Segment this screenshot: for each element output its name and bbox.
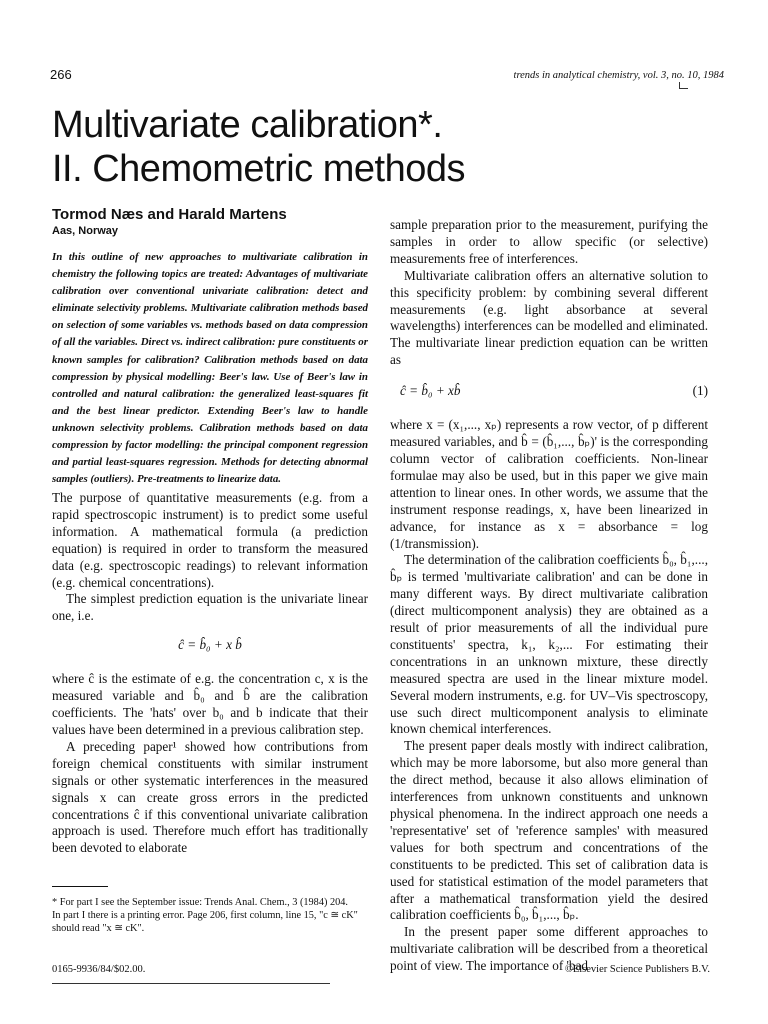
footnote: In part I there is a printing error. Page 206, first column, line 15, "c ≅ cK" should read "x ≅ cK". <box>52 910 358 934</box>
paragraph: A preceding paper¹ showed how contributions from foreign chemical constituents with similar instrument signals or other systematic interferences in the measured signals x can create gross errors in the predicted concentrations ĉ if this conventional univariate calibration approach is used. Therefore much effort has traditionally been devoted to elaborate <box>52 738 368 856</box>
footnotes <box>52 896 368 935</box>
journal-header: trends in analytical chemistry, vol. 3, no. 10, 1984 <box>513 70 724 81</box>
page-number: 266 <box>50 67 72 82</box>
column-right <box>390 217 708 975</box>
equation-1 <box>390 383 708 403</box>
equation-number: (1) <box>692 383 708 399</box>
paragraph: where ĉ is the estimate of e.g. the concentration c, x is the measured variable and b̂₀ and b̂ are the calibration coefficients. The 'hats' over b₀ and b indicate that their values have been determined in a previous calibration step. <box>52 671 368 737</box>
article-title <box>52 103 572 191</box>
paragraph: The present paper deals mostly with indirect calibration, which may be more laborsome, but also more general than the direct method, because it also allows elimination of interferences from unknown constituents and unknown physical phenomena. In the indirect approach one needs a 'representative' set of 'reference samples' with measured values for both spectrum and concentrations of the constituents to be predicted. This set of calibration data is used for statistical estimation of the model parameters that after a mathematical transformation yield the desired calibration coefficients b̂₀, b̂₁,..., b̂ₚ. <box>390 738 708 923</box>
corner-mark <box>679 82 688 89</box>
authors: Tormod Næs and Harald Martens <box>52 206 287 223</box>
paragraph: where x = (x₁,..., xₚ) represents a row vector, of p different measured variables, and b̂ = (b̂₁,..., b̂ₚ)' is the corresponding column vector of calibration coefficients. Non-linear formulae may also be used, but in this paper we give main attention to linear ones. In other words, we assume that the instrument response readings, x, have been linearized in advance, for instance as x = absorbance = log (1/transmission). <box>390 417 708 551</box>
column-left <box>52 490 368 857</box>
equation: ĉ = b̂₀ + x b̂ <box>178 637 242 653</box>
issn-code: 0165-9936/84/$02.00. <box>52 964 146 975</box>
paragraph: The determination of the calibration coefficients b̂₀, b̂₁,..., b̂ₚ is termed 'multivariate calibration' and can be done in many different ways. By direct multivariate calibration (direct multicomponent analysis) they are obtained as a result of prior measurements of all the individual pure constituents' spectra, k₁, k₂,... For estimating their concentrations in an unknown mixture, these directly measured spectra are used in the linear mixture model. Several modern instruments, e.g. for UV–Vis spectroscopy, use such direct multicomponent analysis to eliminate known chemical interferences. <box>390 552 708 737</box>
title-line-2: II. Chemometric methods <box>52 148 465 190</box>
title-line-1: Multivariate calibration*. <box>52 104 443 146</box>
footnote-rule <box>52 886 108 887</box>
paragraph: The simplest prediction equation is the univariate linear one, i.e. <box>52 591 368 624</box>
paragraph: sample preparation prior to the measurement, purifying the samples in order to allow specific (or selective) measurements free of interferences. <box>390 217 708 266</box>
equation-text: ĉ = b̂₀ + xb̂ <box>400 383 461 399</box>
publisher-notice: ©Elsevier Science Publishers B.V. <box>564 964 710 975</box>
affiliation: Aas, Norway <box>52 225 119 237</box>
paragraph: Multivariate calibration offers an alternative solution to this specificity problem: by combining several different measurements (e.g. light absorbance at several wavelengths) interferences can be modelled and eliminated. The multivariate linear prediction equation can be written as <box>390 267 708 368</box>
paragraph: In the present paper some different approaches to multivariate calibration will be described from a theoretical point of view. The importance of 'bad <box>390 924 708 974</box>
footer-rule <box>52 983 330 984</box>
paragraph: The purpose of quantitative measurements (e.g. from a rapid spectroscopic instrument) is to predict some useful information. A mathematical formula (a prediction equation) is required in order to transform the measured data (e.g. spectroscopic readings) to relevant information (e.g. chemical concentrations). <box>52 490 368 590</box>
abstract: In this outline of new approaches to multivariate calibration in chemistry the following topics are treated: Advantages of multivariate calibration over conventional univariate calibration: detect and eliminate selectivity problems. Multivariate calibration methods based on selection of some variables vs. methods based on data compression of all the variables. Direct vs. indirect calibration: pure constituents or known samples for calibration? Calibration methods based on data compression by physical modelling: Beer's law. Use of Beer's law in controlled and natural calibration: the generalized least-squares fit and the best linear predictor. Extending Beer's law to handle unknown selectivity problems. Calibration methods based on data compression by factor modelling: the principal component regression and partial least-squares regression. Methods for detecting abnormal samples (outliers). Pre-treatments to linearize data. <box>52 251 368 486</box>
footnote: * For part I see the September issue: Trends Anal. Chem., 3 (1984) 204. <box>52 897 348 908</box>
